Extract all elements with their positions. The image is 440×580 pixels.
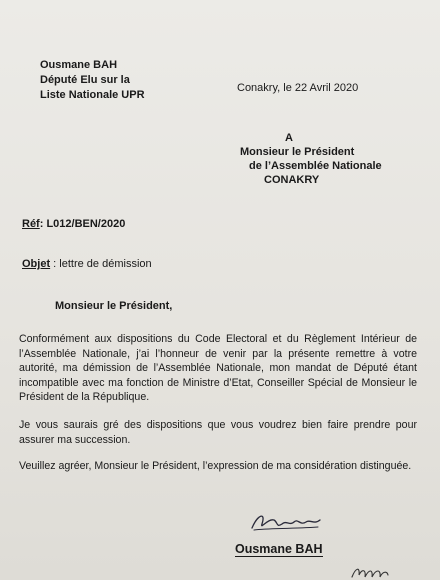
recipient-line3: CONAKRY xyxy=(264,174,320,186)
subject-label: Objet xyxy=(22,258,51,270)
reference-value: : L012/BEN/2020 xyxy=(39,218,126,230)
letter-date: Conakry, le 22 Avril 2020 xyxy=(237,82,359,94)
signature-name xyxy=(235,542,323,556)
handwritten-signature xyxy=(248,508,328,536)
subject-value: : lettre de démission xyxy=(50,258,152,270)
sender-block xyxy=(40,58,145,103)
paragraph-3: Veuillez agréer, Monsieur le Président, l’expression de ma considération distinguée. xyxy=(19,460,412,472)
signature-name-text: Ousmane BAH xyxy=(235,542,323,556)
recipient-a: A xyxy=(285,132,293,144)
reference-label: Réf xyxy=(22,218,40,230)
salutation: Monsieur le Président, xyxy=(55,300,173,312)
paragraph-2: Je vous saurais gré des dispositions que vous voudrez bien faire prendre pour assurer ma succession. xyxy=(19,419,417,446)
sender-name: Ousmane BAH xyxy=(40,59,118,71)
paragraph-1: Conformément aux dispositions du Code Electoral et du Règlement Intérieur de l’Assemblée Nationale, j’ai l’honneur de venir par la présente remettre à votre autorité, ma démission de l’Assemblée Nationale, mon mandat de Député étant incompatible avec ma fonction de Ministre d’Etat, Conseiller Spécial de Monsieur le Président de la République. xyxy=(19,333,417,404)
recipient-line2: de l’Assemblée Nationale xyxy=(249,160,382,172)
sender-list: Liste Nationale UPR xyxy=(40,89,145,101)
handwritten-scribble xyxy=(350,563,390,580)
sender-title: Député Elu sur la xyxy=(40,74,130,86)
recipient-line1: Monsieur le Président xyxy=(240,146,355,158)
subject-line xyxy=(22,258,152,270)
reference-line xyxy=(22,218,125,230)
recipient-block xyxy=(240,132,382,187)
